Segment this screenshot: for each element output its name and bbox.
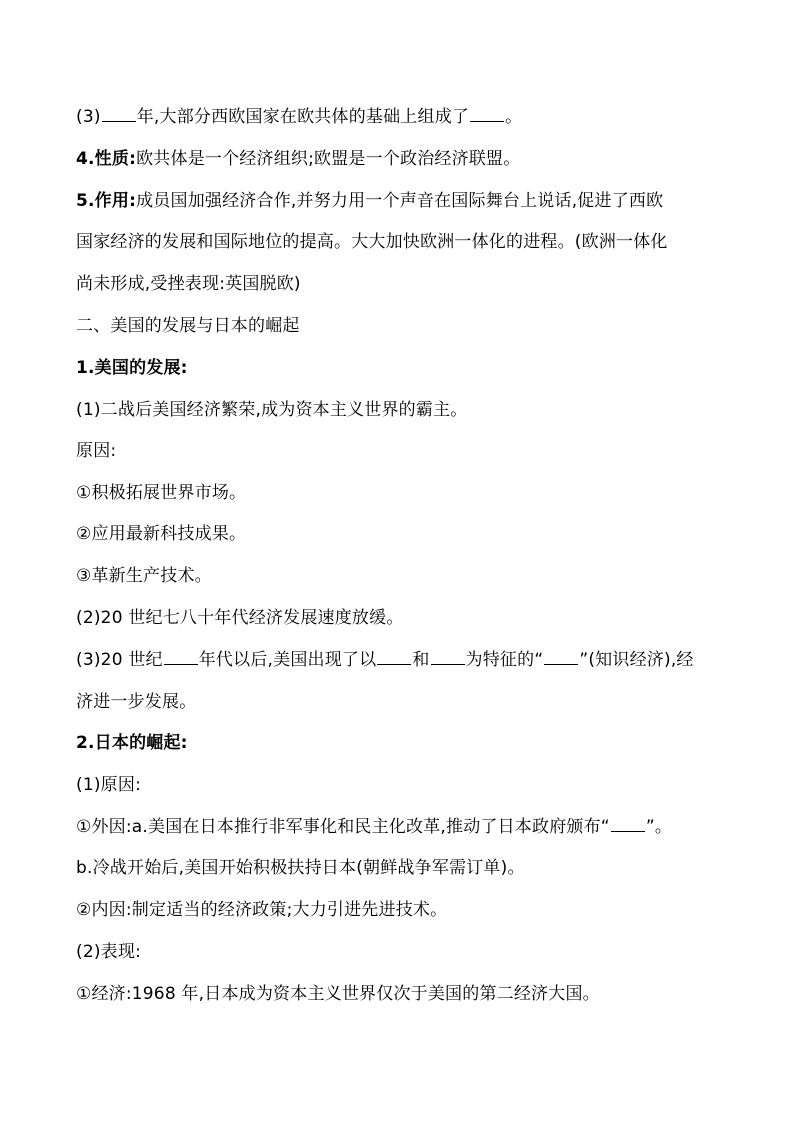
text-segment: ”(知识经济),经 xyxy=(579,650,694,670)
fill-blank xyxy=(102,105,136,122)
section-title: 二、美国的发展与日本的崛起 xyxy=(76,316,300,336)
section-heading-japan-rise: 2.日本的崛起: xyxy=(76,733,188,753)
text-segment: 成员国加强经济合作,并努力用一个声音在国际舞台上说话,促进了西欧 xyxy=(136,191,664,211)
section-heading: 4.性质: xyxy=(76,149,137,169)
fill-blank xyxy=(544,648,578,665)
item-number: (3) xyxy=(76,107,101,127)
text-segment: ”。 xyxy=(645,817,673,837)
text-line: (2)20 世纪七八十年代经济发展速度放缓。 xyxy=(76,608,404,628)
text-segment: ①外因:a.美国在日本推行非军事化和民主化改革,推动了日本政府颁布“ xyxy=(76,817,610,837)
text-line: (2)表现: xyxy=(76,942,142,962)
text-line: b.冷战开始后,美国开始积极扶持日本(朝鲜战争军需订单)。 xyxy=(76,858,525,878)
text-segment: 欧共体是一个经济组织;欧盟是一个政治经济联盟。 xyxy=(136,149,521,169)
text-line-knowledge-economy xyxy=(76,648,736,672)
section-heading: 5.作用: xyxy=(76,191,137,211)
text-line: ①经济:1968 年,日本成为资本主义世界仅次于美国的第二经济大国。 xyxy=(76,984,600,1004)
fill-blank xyxy=(611,815,645,832)
list-item: ①积极拓展世界市场。 xyxy=(76,483,247,503)
text-line-external-causes xyxy=(76,815,736,839)
list-item: ③革新生产技术。 xyxy=(76,566,212,586)
text-line-role xyxy=(76,189,736,213)
text-segment: 和 xyxy=(412,650,430,670)
text-segment: 为特征的“ xyxy=(465,650,544,670)
text-line-eu-founding xyxy=(76,105,736,129)
section-heading-us-development: 1.美国的发展: xyxy=(76,358,188,378)
text-line-nature xyxy=(76,147,736,171)
text-line: 原因: xyxy=(76,441,117,461)
text-line: (1)二战后美国经济繁荣,成为资本主义世界的霸主。 xyxy=(76,400,468,420)
text-segment: (3)20 世纪 xyxy=(76,650,163,670)
fill-blank xyxy=(470,105,504,122)
fill-blank xyxy=(431,648,465,665)
text-line: ②内因:制定适当的经济政策;大力引进先进技术。 xyxy=(76,900,448,920)
fill-blank xyxy=(377,648,411,665)
list-item: ②应用最新科技成果。 xyxy=(76,524,247,544)
text-line: 国家经济的发展和国际地位的提高。大大加快欧洲一体化的进程。(欧洲一体化 xyxy=(76,232,668,252)
fill-blank xyxy=(164,648,198,665)
text-line: (1)原因: xyxy=(76,775,142,795)
text-segment: 。 xyxy=(505,107,523,127)
text-line: 尚未形成,受挫表现:英国脱欧) xyxy=(76,274,301,294)
text-segment: 年代以后,美国出现了以 xyxy=(198,650,377,670)
text-line: 济进一步发展。 xyxy=(76,692,197,712)
text-segment: 年,大部分西欧国家在欧共体的基础上组成了 xyxy=(136,107,470,127)
